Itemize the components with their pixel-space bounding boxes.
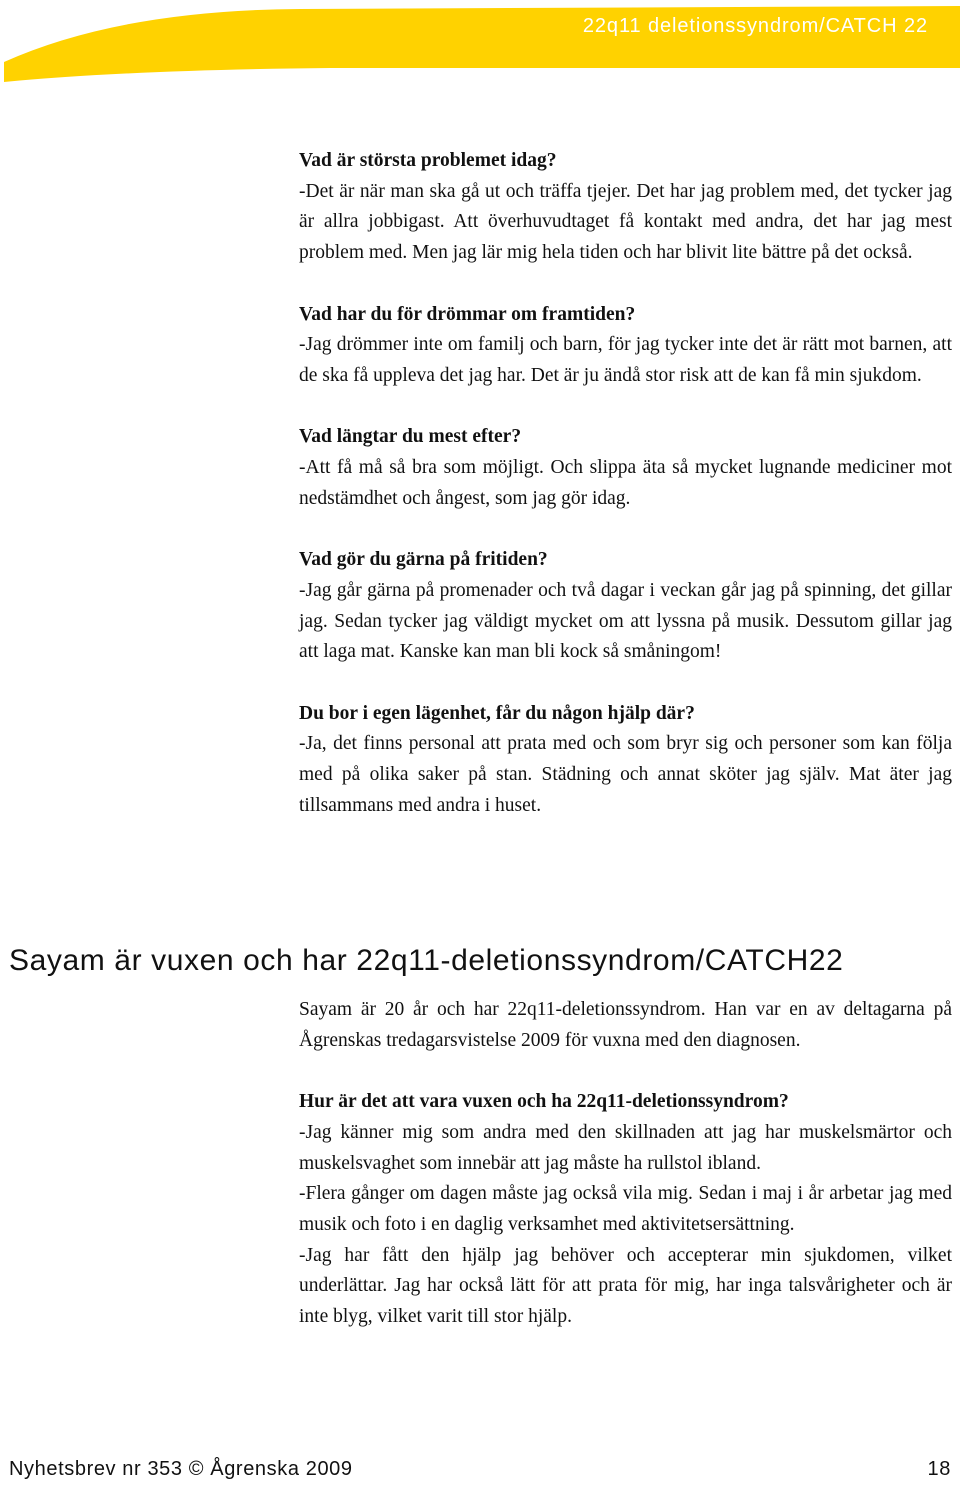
question-biggest-problem: Vad är största problemet idag? [299, 150, 557, 171]
footer-newsletter-credit: Nyhetsbrev nr 353 © Ågrenska 2009 [9, 1458, 353, 1480]
interview-continued [299, 146, 952, 821]
answer-being-adult-2: -Flera gånger om dagen måste jag också vila mig. Sedan i maj i år arbetar jag med musik och foto i en daglig verksamhet med aktivitetsersättning. [299, 1183, 952, 1235]
question-longing: Vad längtar du mest efter? [299, 426, 522, 448]
question-free-time: Vad gör du gärna på fritiden? [299, 549, 548, 571]
question-being-adult: Hur är det att vara vuxen och ha 22q11-deletionssyndrom? [299, 1091, 789, 1113]
question-dreams: Vad har du för drömmar om framtiden? [299, 303, 636, 325]
header-band [0, 0, 960, 82]
answer-dreams: -Jag drömmer inte om familj och barn, för jag tycker inte det är rätt mot barnen, att de ska få uppleva det jag har. Det är ju ändå stor risk att de kan få min sjukdom. [299, 334, 952, 386]
sayam-intro: Sayam är 20 år och har 22q11-deletionssyndrom. Han var en av deltagarna på Ågrenskas tredagarsvistelse 2009 för vuxna med den diagnosen. [299, 999, 952, 1051]
sayam-section [299, 995, 952, 1333]
running-header-title: 22q11 deletionssyndrom/CATCH 22 [582, 15, 928, 37]
question-apartment: Du bor i egen lägenhet, får du någon hjälp där? [299, 702, 695, 724]
answer-free-time: -Jag går gärna på promenader och två dagar i veckan går jag på spinning, det gillar jag. Sedan tycker jag väldigt mycket om att lyssna på musik. Dessutom gillar jag att laga mat. Kanske kan man bli kock så småningom! [299, 579, 952, 663]
answer-being-adult-1: -Jag känner mig som andra med den skillnaden att jag har muskelsmärtor och muskelsvaghet som innebär att jag måste ha rullstol ibland. [299, 1121, 952, 1174]
page-number: 18 [927, 1458, 951, 1480]
answer-being-adult-3: -Jag har fått den hjälp jag behöver och accepterar min sjukdomen, vilket underlättar. Jag har också lätt för att prata för mig, har inga talsvårigheter och är inte blyg, vilket varit till stor hjälp. [299, 1244, 952, 1328]
section-heading: Sayam är vuxen och har 22q11-deletionssyndrom/CATCH22 [9, 944, 844, 977]
page-footer [9, 1458, 951, 1486]
answer-biggest-problem: -Det är när man ska gå ut och träffa tjejer. Det har jag problem med, det tycker jag är allra jobbigast. Att överhuvudtaget få kontakt med andra, det har jag mest problem med. Men jag lär mig hela tiden och har blivit lite bättre på det också. [299, 180, 952, 264]
answer-longing: -Att få må så bra som möjligt. Och slippa äta så mycket lugnande mediciner mot nedstämdhet och ångest, som jag gör idag. [299, 457, 952, 509]
header-swoosh-shape [0, 0, 960, 82]
answer-apartment: -Ja, det finns personal att prata med och som bryr sig och personer som kan följa med på olika saker på stan. Städning och annat sköter jag själv. Mat äter jag tillsammans med andra i huset. [299, 733, 952, 816]
